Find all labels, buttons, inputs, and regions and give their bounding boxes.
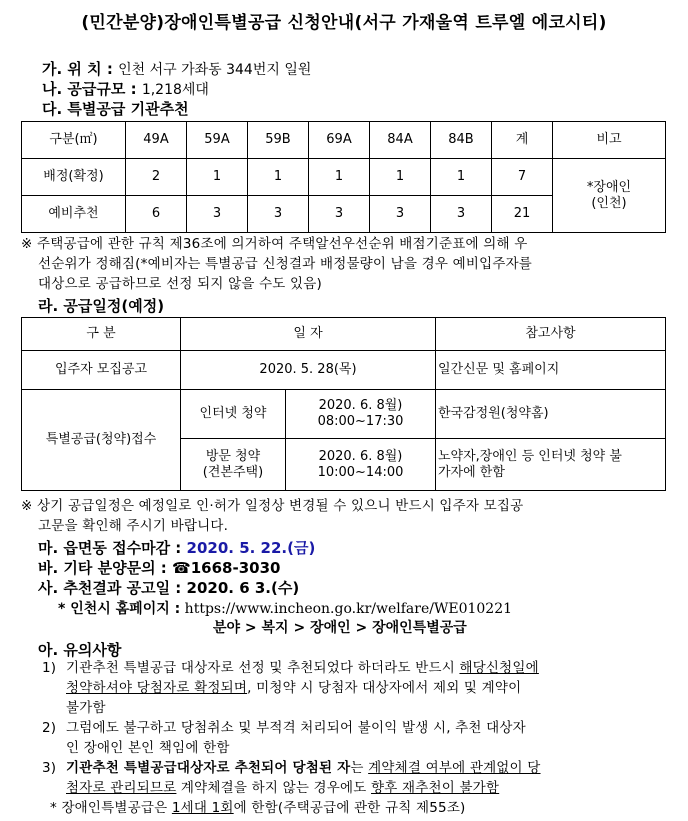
deadline-label: 마. 읍면동 접수마감 : (38, 539, 182, 557)
announce-value: 2020. 6 3.(수) (186, 579, 300, 597)
table-cell: 1 (309, 159, 370, 196)
table-cell (181, 439, 286, 491)
table-cell: 3 (431, 196, 492, 233)
announce-label: 사. 추천결과 공고일 : (38, 579, 182, 597)
section-da-heading: 다. 특별공급 기관추천 (42, 100, 189, 118)
table-cell: 21 (492, 196, 553, 233)
homepage-url[interactable]: https://www.incheon.go.kr/welfare/WE010221 (184, 601, 513, 617)
table-cell: 6 (126, 196, 187, 233)
footnote-text: 에 한함(주택공급에 관한 규칙 제55조) (233, 800, 466, 816)
note-line: 대상으로 공급하므로 선정 되지 않을 수도 있음) (38, 276, 322, 292)
item-underline: 첨자로 관리되므로 (66, 780, 177, 796)
method-text: 방문 청약 (205, 448, 261, 464)
table-row (22, 351, 666, 390)
table-cell: 3 (187, 196, 248, 233)
table-cell: 1 (248, 159, 309, 196)
supply-label: 나. 공급규모 : (42, 80, 137, 98)
ref-text: 가자에 한함 (438, 464, 505, 480)
item-number: 3) (42, 760, 57, 776)
table-cell: 7 (492, 159, 553, 196)
table-cell: 특별공급(청약)접수 (22, 390, 181, 491)
note-line: 고문을 확인해 주시기 바랍니다. (38, 518, 229, 534)
item-bold: 기관추천 특별공급대상자로 추천되어 당첨된 자 (66, 760, 351, 776)
page-title: (민간분양)장애인특별공급 신청안내(서구 가재울역 트루엘 에코시티) (81, 13, 607, 33)
footnote (50, 798, 466, 818)
date-text: 2020. 6. 8월) (318, 398, 403, 413)
item-underline: 계약체결 여부에 관계없이 당 (368, 760, 541, 776)
schedule-table (21, 317, 666, 491)
table-header: 계 (492, 122, 553, 159)
table-header: 구분(㎡) (22, 122, 126, 159)
homepage-label: * 인천시 홈페이지 : (58, 601, 181, 617)
table-header: 참고사항 (436, 318, 666, 351)
table-cell: 입주자 모집공고 (22, 351, 181, 390)
table-header: 59A (187, 122, 248, 159)
note-line: ※ 상기 공급일정은 예정일로 인·허가 일정상 변경될 수 있으니 반드시 입주자 모집공 (21, 498, 524, 514)
item-underline: 해당신청일에 (459, 660, 539, 676)
item-line (66, 778, 499, 798)
deadline-value: 2020. 5. 22.(금) (186, 539, 316, 557)
table-cell: 일간신문 및 홈페이지 (436, 351, 666, 390)
item-underline: 청약하셔야 당첨자로 확정되며 (66, 680, 248, 696)
item-text: 기관추천 특별공급 대상자로 선정 및 추천되었다 하더라도 반드시 (66, 660, 460, 676)
note-line: ※ 주택공급에 관한 규칙 제36조에 의거하여 주택알선우선순위 배점기준표에 의해 우 (21, 236, 528, 252)
table-header: 49A (126, 122, 187, 159)
table-cell: 3 (248, 196, 309, 233)
method-text: (견본주택) (202, 464, 264, 480)
item-underline: 향후 재추천이 불가함 (371, 780, 500, 796)
location-value: 인천 서구 가좌동 344번지 일원 (118, 62, 312, 78)
table-cell (436, 439, 666, 491)
table-header: 비고 (553, 122, 666, 159)
table-cell: 1 (187, 159, 248, 196)
item-line (66, 658, 539, 678)
table-header: 84B (431, 122, 492, 159)
supply-row (42, 78, 209, 99)
supply-value: 1,218세대 (141, 82, 209, 98)
item-text: 는 (350, 760, 369, 776)
table-cell: 1 (431, 159, 492, 196)
table-header: 59B (248, 122, 309, 159)
item-text: 계약체결을 하지 않는 경우에도 (176, 780, 372, 796)
item-line: 그럼에도 불구하고 당첨취소 및 부적격 처리되어 불이익 발생 시, 추천 대상자 (66, 720, 526, 736)
homepage-path: 분야 > 복지 > 장애인 > 장애인특별공급 (213, 620, 467, 636)
location-label: 가. 위 치 : (42, 60, 113, 78)
announce-row (38, 577, 299, 598)
table-header-row (22, 122, 666, 159)
table-header: 84A (370, 122, 431, 159)
note-line: 선순위가 정해짐(*예비자는 특별공급 신청결과 배정물량이 남을 경우 예비입주자를 (38, 256, 533, 272)
row-label: 배정(확정) (22, 159, 126, 196)
table-cell: 한국감정원(청약홈) (436, 390, 666, 439)
footnote-text: * 장애인특별공급은 (50, 800, 172, 816)
table-header-row (22, 318, 666, 351)
item-text: , 미청약 시 당첨자 대상자에서 제외 및 계약이 (247, 680, 522, 696)
section-ra-heading: 라. 공급일정(예정) (38, 297, 165, 315)
table-row (22, 390, 666, 439)
inquiry-label: 바. 기타 분양문의 : (38, 559, 167, 577)
time-text: 08:00~17:30 (317, 414, 404, 429)
table-header: 69A (309, 122, 370, 159)
table-header: 일 자 (181, 318, 436, 351)
deadline-row (38, 537, 315, 558)
table-cell: 3 (370, 196, 431, 233)
table-cell: 인터넷 청약 (181, 390, 286, 439)
item-number: 2) (42, 720, 57, 736)
date-text: 2020. 6. 8월) (318, 448, 403, 464)
time-text: 10:00~14:00 (317, 464, 404, 480)
ref-text: 노약자,장애인 등 인터넷 청약 불 (438, 448, 622, 464)
remark-cell: *장애인 (인천) (553, 159, 666, 233)
item-line: 인 장애인 본인 책임에 한함 (66, 740, 230, 756)
table-cell: 2 (126, 159, 187, 196)
phone-number: ☎1668-3030 (172, 559, 281, 577)
item-line (66, 758, 541, 778)
recommendation-table (21, 121, 666, 233)
table-cell: 2020. 5. 28(목) (181, 351, 436, 390)
table-cell (286, 390, 436, 439)
footnote-underline: 1세대 1회 (171, 800, 234, 816)
section-a-heading: 아. 유의사항 (38, 641, 122, 659)
homepage-row (58, 598, 512, 618)
table-row (22, 159, 666, 196)
table-header: 구 분 (22, 318, 181, 351)
location-row (42, 58, 311, 79)
item-number: 1) (42, 660, 57, 676)
table-cell: 3 (309, 196, 370, 233)
row-label: 예비추천 (22, 196, 126, 233)
inquiry-row (38, 557, 280, 578)
table-cell: 1 (370, 159, 431, 196)
item-line: 불가함 (66, 700, 106, 716)
table-cell (286, 439, 436, 491)
item-line (66, 678, 521, 698)
